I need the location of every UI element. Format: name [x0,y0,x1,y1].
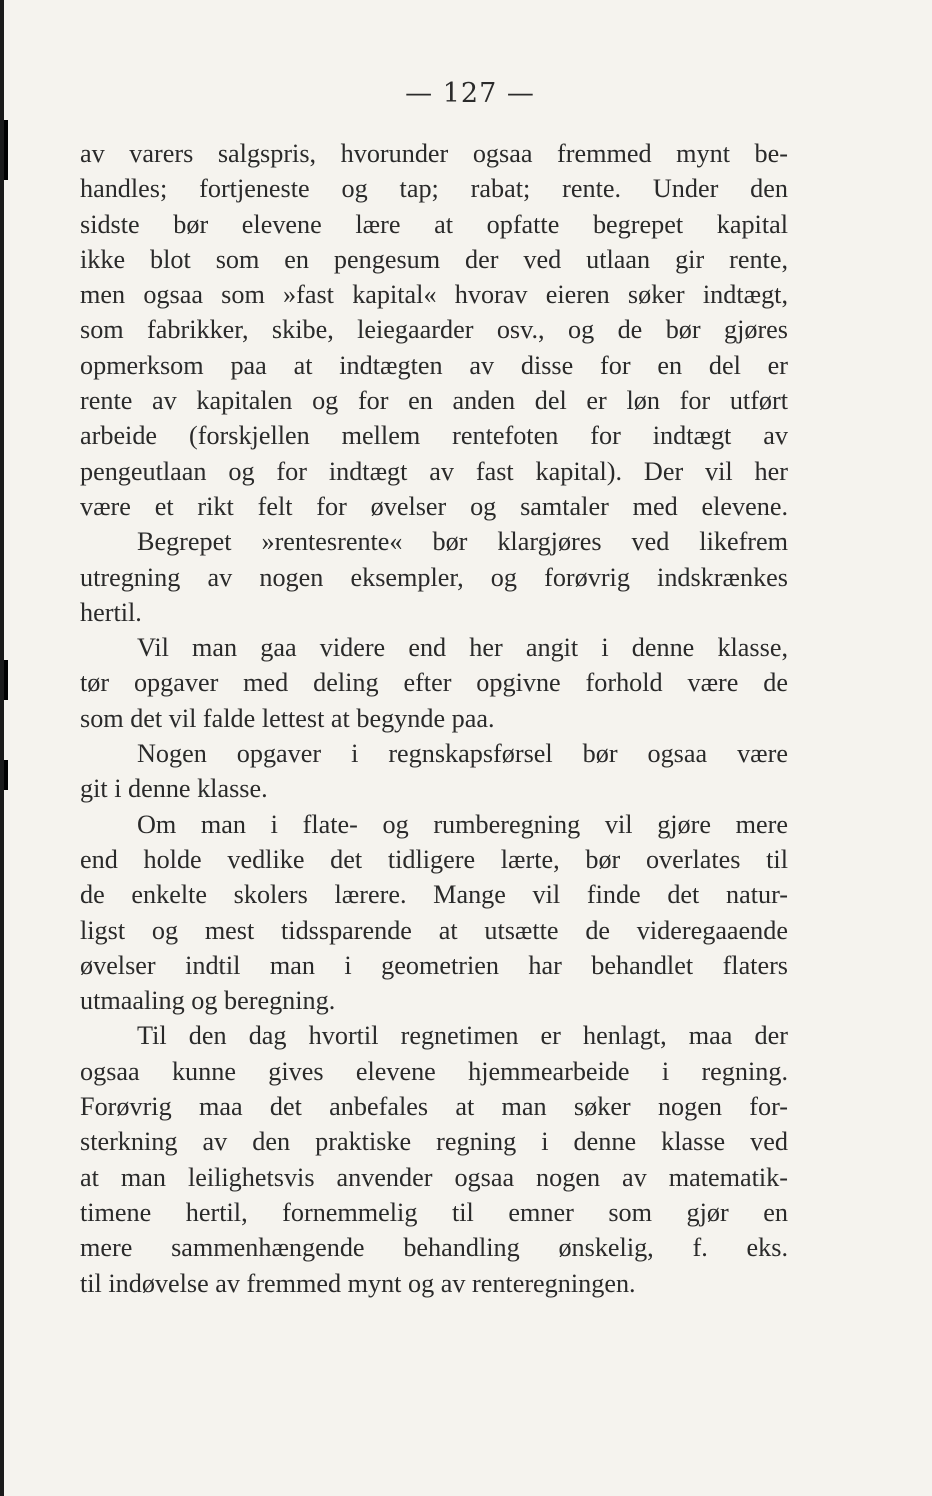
text-line: at man leilighetsvis anvender ogsaa nogen av matematik- [80,1162,788,1192]
text-line: sterkning av den praktiske regning i denne klasse ved [80,1127,788,1157]
text-line: som det vil falde lettest at begynde paa. [80,703,495,733]
text-line: opmerksom paa at indtægten av disse for en del er [80,350,788,380]
text-line: timene hertil, fornemmelig til emner som gjør en [80,1197,788,1227]
page-number: — 127 — [405,78,535,109]
text-line: ogsaa kunne gives elevene hjemmearbeide i regning. [80,1056,788,1086]
text-line: tør opgaver med deling efter opgivne forhold være de [80,668,788,698]
text-line: arbeide (forskjellen mellem rentefoten for indtægt av [80,421,788,451]
text-line: Begrepet »rentesrente« bør klargjøres ved likefrem [137,527,788,557]
page-edge-mark [4,660,8,700]
text-line: sidste bør elevene lære at opfatte begrepet kapital [80,209,788,239]
text-line: øvelser indtil man i geometrien har behandlet flaters [80,950,788,980]
text-line: være et rikt felt for øvelser og samtaler med elevene. [80,491,788,521]
page-edge-mark [4,760,8,790]
text-line: Om man i flate- og rumberegning vil gjøre mere [137,809,788,839]
text-line: men ogsaa som »fast kapital« hvorav eieren søker indtægt, [80,280,788,310]
text-line: hertil. [80,597,142,627]
text-line: end holde vedlike det tidligere lærte, bør overlates til [80,844,788,874]
text-line: ligst og mest tidssparende at utsætte de videregaaende [80,915,788,945]
text-line: Vil man gaa videre end her angit i denne klasse, [137,633,788,663]
text-line: Forøvrig maa det anbefales at man søker nogen for- [80,1092,788,1122]
text-line: utmaaling og beregning. [80,986,336,1016]
text-line: ikke blot som en pengesum der ved utlaan gir rente, [80,244,788,274]
text-line: pengeutlaan og for indtægt av fast kapital). Der vil her [80,456,788,486]
text-line: rente av kapitalen og for en anden del er løn for utført [80,386,788,416]
text-line: de enkelte skolers lærere. Mange vil finde det natur- [80,880,788,910]
text-line: Nogen opgaver i regnskapsførsel bør ogsaa være [137,739,788,769]
text-line: handles; fortjeneste og tap; rabat; rente. Under den [80,174,788,204]
text-line: git i denne klasse. [80,774,268,804]
text-line: til indøvelse av fremmed mynt og av renteregningen. [80,1268,636,1298]
text-line: som fabrikker, skibe, leiegaarder osv., og de bør gjøres [80,315,788,345]
text-line: mere sammenhængende behandling ønskelig, f. eks. [80,1233,788,1263]
text-line: utregning av nogen eksempler, og forøvrig indskrænkes [80,562,788,592]
body-text [80,136,788,1301]
text-line: Til den dag hvortil regnetimen er henlagt, maa der [137,1021,788,1051]
page-edge-mark [4,120,8,180]
text-line: av varers salgspris, hvorunder ogsaa fremmed mynt be- [80,139,788,168]
